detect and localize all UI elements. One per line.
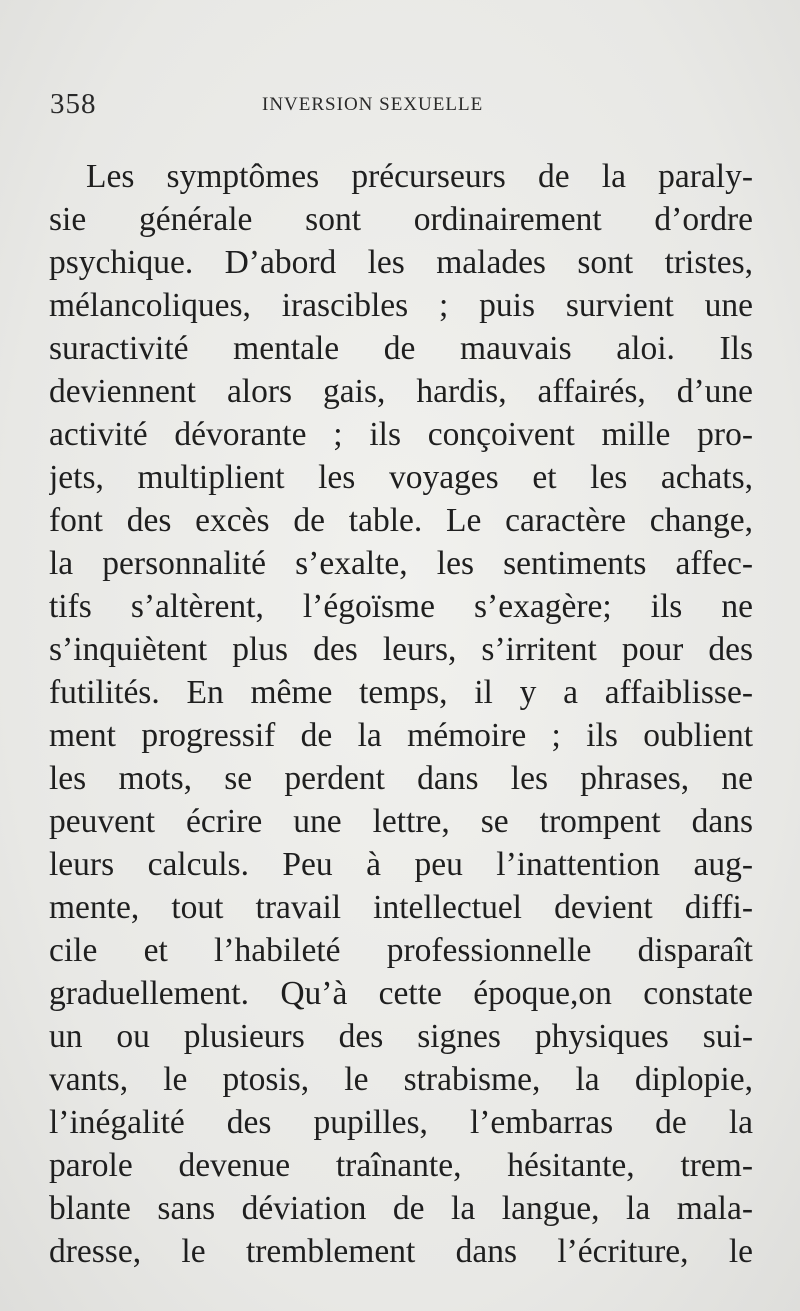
text-line: mente, tout travail intellectuel devient diffi-	[49, 889, 753, 926]
text-line: graduellement. Qu’à cette époque,on constate	[49, 975, 753, 1012]
text-line: tifs s’altèrent, l’égoïsme s’exagère; ils ne	[49, 588, 753, 625]
text-line: mélancoliques, irascibles ; puis survient une	[49, 287, 753, 324]
text-line: jets, multiplient les voyages et les achats,	[49, 459, 753, 496]
text-line: font des excès de table. Le caractère change,	[49, 502, 753, 539]
text-line: leurs calculs. Peu à peu l’inattention aug-	[49, 846, 753, 883]
text-line: la personnalité s’exalte, les sentiments affec-	[49, 545, 753, 582]
text-line: peuvent écrire une lettre, se trompent dans	[49, 803, 753, 840]
text-line: ment progressif de la mémoire ; ils oublient	[49, 717, 753, 754]
text-line: Les symptômes précurseurs de la paraly-	[86, 158, 753, 195]
text-line: cile et l’habileté professionnelle disparaît	[49, 932, 753, 969]
text-line: parole devenue traînante, hésitante, trem-	[49, 1147, 753, 1184]
text-line: futilités. En même temps, il y a affaiblisse-	[49, 674, 753, 711]
text-line: un ou plusieurs des signes physiques sui-	[49, 1018, 753, 1055]
text-line: activité dévorante ; ils conçoivent mille pro-	[49, 416, 753, 453]
text-line: l’inégalité des pupilles, l’embarras de la	[49, 1104, 753, 1141]
running-head	[50, 88, 750, 128]
text-line: dresse, le tremblement dans l’écriture, le	[49, 1233, 753, 1270]
text-line: suractivité mentale de mauvais aloi. Ils	[49, 330, 753, 367]
text-line: s’inquiètent plus des leurs, s’irritent pour des	[49, 631, 753, 668]
text-line: sie générale sont ordinairement d’ordre	[49, 201, 753, 238]
body-paragraph	[49, 155, 753, 1273]
text-line: deviennent alors gais, hardis, affairés, d’une	[49, 373, 753, 410]
text-line: psychique. D’abord les malades sont tristes,	[49, 244, 753, 281]
running-title: INVERSION SEXUELLE	[262, 94, 484, 115]
text-line: blante sans déviation de la langue, la mala-	[49, 1190, 753, 1227]
page-number: 358	[50, 88, 97, 120]
text-line: les mots, se perdent dans les phrases, ne	[49, 760, 753, 797]
text-line: vants, le ptosis, le strabisme, la diplopie,	[49, 1061, 753, 1098]
